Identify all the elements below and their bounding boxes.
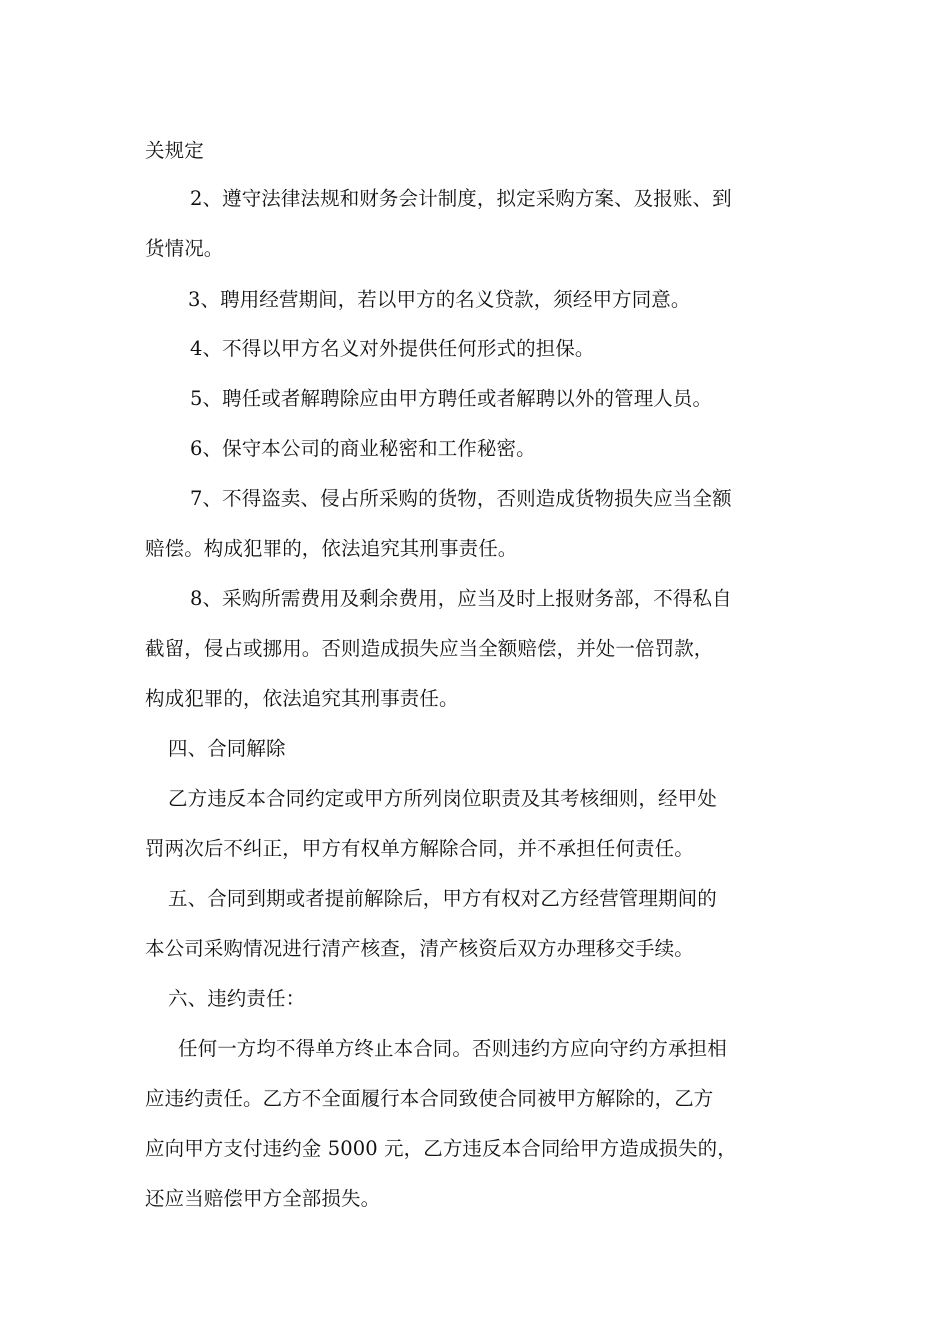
text-line: 构成犯罪的，依法追究其刑事责任。 — [145, 687, 459, 710]
section-heading: 四、合同解除 — [168, 737, 286, 760]
text-line: 货情况。 — [145, 237, 224, 260]
text-line: 截留，侵占或挪用。否则造成损失应当全额赔偿，并处一倍罚款， — [145, 637, 714, 660]
text-line: 本公司采购情况进行清产核查，清产核资后双方办理移交手续。 — [145, 937, 694, 960]
text-line: 乙方违反本合同约定或甲方所列岗位职责及其考核细则，经甲处 — [168, 787, 717, 810]
text-line: 赔偿。构成犯罪的，依法追究其刑事责任。 — [145, 537, 518, 560]
text-line: 5、聘任或者解聘除应由甲方聘任或者解聘以外的管理人员。 — [190, 387, 713, 410]
text-line: 3、聘用经营期间，若以甲方的名义贷款，须经甲方同意。 — [188, 288, 691, 311]
text-line: 任何一方均不得单方终止本合同。否则违约方应向守约方承担相 — [178, 1037, 727, 1060]
text-line: 8、采购所需费用及剩余费用，应当及时上报财务部，不得私自 — [190, 587, 732, 610]
text-line: 关规定 — [145, 139, 204, 162]
text-line: 五、合同到期或者提前解除后，甲方有权对乙方经营管理期间的 — [168, 887, 717, 910]
text-line: 还应当赔偿甲方全部损失。 — [145, 1187, 381, 1210]
text-line: 4、不得以甲方名义对外提供任何形式的担保。 — [190, 337, 595, 360]
section-heading: 六、违约责任： — [168, 987, 306, 1010]
text-line: 2、遵守法律法规和财务会计制度，拟定采购方案、及报账、到 — [190, 187, 732, 210]
text-line: 应违约责任。乙方不全面履行本合同致使合同被甲方解除的，乙方 — [145, 1087, 714, 1110]
text-line: 应向甲方支付违约金 5000 元，乙方违反本合同给甲方造成损失的， — [145, 1137, 737, 1160]
text-line: 7、不得盗卖、侵占所采购的货物，否则造成货物损失应当全额 — [190, 487, 732, 510]
text-line: 6、保守本公司的商业秘密和工作秘密。 — [190, 437, 536, 460]
text-line: 罚两次后不纠正，甲方有权单方解除合同，并不承担任何责任。 — [145, 837, 694, 860]
